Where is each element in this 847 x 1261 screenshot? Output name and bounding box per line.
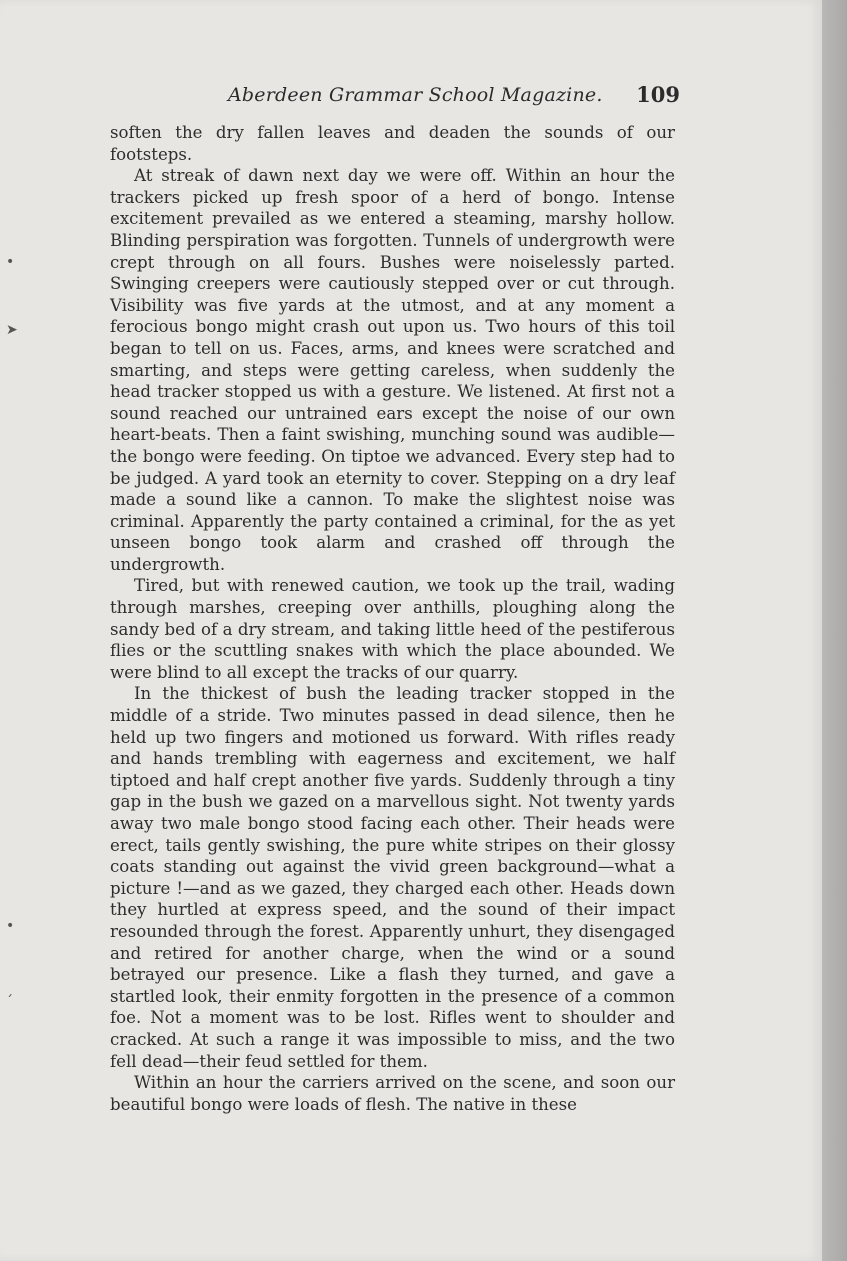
paragraph: Tired, but with renewed caution, we took up the trail, wading through marshes, creeping over anthills, ploughing along the sandy bed of a dry stream, and taking little heed of the pestiferous flies or the scuttling snakes with which the place abounded. We were blind to all except the tracks of our quarry. (110, 576, 675, 682)
margin-arrow-icon: ➤ (6, 322, 18, 338)
page-edge-shadow (822, 0, 847, 1261)
magazine-title: Aberdeen Grammar School Magazine. (228, 84, 603, 106)
paragraph: In the thickest of bush the leading tracker stopped in the middle of a stride. Two minutes passed in dead silence, then he held up two fingers and motioned us forward. With rifles ready and hands trembling with eagerness and excitement, we half tiptoed and half crept another five yards. Suddenly through a tiny gap in the bush we gazed on a marvellous sight. Not twenty yards away two male bongo stood facing each other. Their heads were erect, tails gently swishing, the pure white stripes on their glossy coats standing out against the vivid green background—what a picture !—and as we gazed, they charged each other. Heads down they hurtled at express speed, and the sound of their impact resounded through the forest. Apparently unhurt, they disengaged and retired for another charge, when the wind or a sound betrayed our presence. Like a flash they turned, and gave a startled look, their enmity forgotten in the presence of a common foe. Not a moment was to be lost. Rifles went to shoulder and cracked. At such a range it was impossible to miss, and the two fell dead—their feud settled for them. (110, 684, 675, 1071)
article-body (110, 122, 675, 1115)
page-number: 109 (636, 82, 680, 107)
paragraph: At streak of dawn next day we were off. Within an hour the trackers picked up fresh spoor of a herd of bongo. Intense excitement prevailed as we entered a steaming, marshy hollow. Blinding perspiration was forgotten. Tunnels of undergrowth were crept through on all fours. Bushes were noiselessly parted. Swinging creepers were cautiously stepped over or cut through. Visibility was five yards at the utmost, and at any moment a ferocious bongo might crash out upon us. Two hours of this toil began to tell on us. Faces, arms, and knees were scratched and smarting, and steps were getting careless, when suddenly the head tracker stopped us with a gesture. We listened. At first not a sound reached our untrained ears except the noise of our own heart-beats. Then a faint swishing, munching sound was audible—the bongo were feeding. On tiptoe we advanced. Every step had to be judged. A yard took an eternity to cover. Stepping on a dry leaf made a sound like a cannon. To make the slightest noise was criminal. Apparently the party contained a criminal, for the as yet unseen bongo took alarm and crashed off through the undergrowth. (110, 166, 675, 574)
margin-dot-icon: ˊ (6, 994, 13, 1010)
margin-dot-icon: • (6, 918, 15, 934)
margin-dot-icon: • (6, 254, 15, 270)
running-header (110, 84, 680, 114)
paragraph: Within an hour the carriers arrived on the scene, and soon our beautiful bongo were loads of flesh. The native in these (110, 1073, 675, 1114)
paragraph: soften the dry fallen leaves and deaden the sounds of our footsteps. (110, 123, 675, 164)
